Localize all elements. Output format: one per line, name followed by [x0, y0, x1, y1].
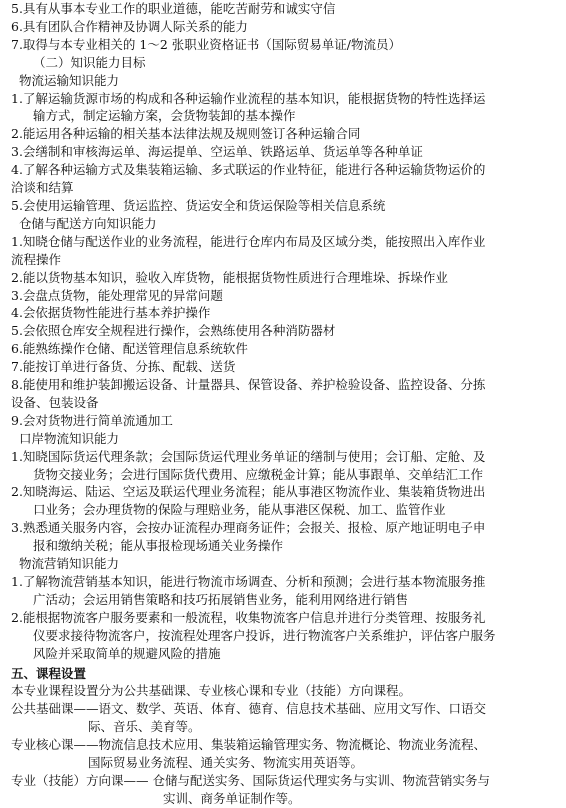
- text-line: 货物交接业务；会进行国际货代费用、应缴税金计算；能从事跟单、交单结汇工作: [33, 466, 484, 482]
- text-line: 5.会依照仓库安全规程进行操作，会熟练使用各种消防器材: [11, 323, 336, 339]
- subsection-heading: 物流营销知识能力: [19, 556, 120, 572]
- text-line: 3.会缮制和审核海运单、海运提单、空运单、铁路运单、货运单等各种单证: [11, 144, 423, 160]
- text-line: 6.具有团队合作精神及协调人际关系的能力: [11, 18, 248, 34]
- text-line: 本专业课程设置分为公共基础课、专业核心课和专业（技能）方向课程。: [11, 683, 412, 699]
- text-line: 2.能以货物基本知识，验收入库货物，能根据货物性质进行合理堆垛、拆垛作业: [11, 269, 448, 285]
- text-line: 4.会依据货物性能进行基本养护操作: [11, 305, 211, 321]
- text-line: 设备、包装设备: [11, 394, 99, 410]
- text-line: 5.具有从事本专业工作的职业道德，能吃苦耐劳和诚实守信: [11, 1, 336, 16]
- text-line: 仪要求接待物流客户，按流程处理客户投诉，进行物流客户关系维护，评估客户服务: [33, 627, 496, 643]
- section-heading: 五、课程设置: [11, 665, 87, 681]
- text-line: 1.知晓仓储与配送作业的业务流程，能进行仓库内布局及区域分类，能按照出入库作业: [11, 233, 486, 249]
- text-line: （二）知识能力目标: [33, 54, 146, 70]
- subsection-heading: 物流运输知识能力: [19, 72, 120, 88]
- text-line: 4.了解各种运输方式及集装箱运输、多式联运的作业特征，能进行各种运输货物运价的: [11, 162, 486, 178]
- text-line: 洽谈和结算: [11, 180, 74, 196]
- text-line: 5.会使用运输管理、货运监控、货运安全和货运保险等相关信息系统: [11, 197, 386, 213]
- text-line: 广活动；会运用销售策略和技巧拓展销售业务，能利用网络进行销售: [33, 591, 409, 607]
- text-line: 2.能运用各种运输的相关基本法律法规及规则签订各种运输合同: [11, 126, 361, 142]
- text-line: 2.能根据物流客户服务要素和一般流程，收集物流客户信息并进行分类管理、按服务礼: [11, 609, 486, 625]
- text-line: 实训、商务单证制作等。: [163, 790, 301, 806]
- text-line: 6.能熟练操作仓储、配送管理信息系统软件: [11, 341, 248, 357]
- text-line: 1.了解运输货源市场的构成和各种运输作业流程的基本知识，能根据货物的特性选择运: [11, 90, 486, 106]
- text-line: 7.取得与本专业相关的 1～2 张职业资格证书（国际贸易单证/物流员）: [11, 36, 401, 52]
- text-line: 公共基础课——语文、数学、英语、体育、德育、信息技术基础、应用文写作、口语交: [11, 701, 487, 717]
- text-line: 际、音乐、美育等。: [88, 719, 201, 735]
- text-line: 7.能按订单进行备货、分拣、配载、送货: [11, 359, 236, 375]
- text-line: 8.能使用和维护装卸搬运设备、计量器具、保管设备、养护检验设备、监控设备、分拣: [11, 377, 486, 393]
- text-line: 3.熟悉通关服务内容，会按办证流程办理商务证件；会报关、报检、原产地证明电子申: [11, 520, 486, 536]
- text-line: 输方式，制定运输方案，会货物装卸的基本操作: [33, 108, 296, 124]
- text-line: 9.会对货物进行简单流通加工: [11, 412, 173, 428]
- text-line: 3.会盘点货物，能处理常见的异常问题: [11, 287, 223, 303]
- text-line: 流程操作: [11, 251, 62, 267]
- text-line: 口业务；会办理货物的保险与理赔业务，能从事港区保税、加工、监管作业: [33, 502, 446, 518]
- text-line: 风险并采取简单的规避风险的措施: [33, 645, 221, 661]
- text-line: 专业（技能）方向课—— 仓储与配送实务、国际货运代理实务与实训、物流营销实务与: [11, 772, 490, 788]
- text-line: 报和缴纳关税；能从事报检现场通关业务操作: [33, 538, 284, 554]
- text-line: 专业核心课——物流信息技术应用、集装箱运输管理实务、物流概论、物流业务流程、: [11, 737, 487, 753]
- text-line: 1.了解物流营销基本知识，能进行物流市场调查、分析和预测；会进行基本物流服务推: [11, 574, 486, 589]
- text-line: 国际贸易业务流程、通关实务、物流实用英语等。: [88, 755, 364, 771]
- subsection-heading: 口岸物流知识能力: [19, 430, 120, 446]
- text-line: 2.知晓海运、陆运、空运及联运代理业务流程；能从事港区物流作业、集装箱货物进出: [11, 484, 486, 500]
- subsection-heading: 仓储与配送方向知识能力: [19, 215, 157, 231]
- text-line: 1.知晓国际货运代理条款；会国际货运代理业务单证的缮制与使用；会订船、定舱、及: [11, 448, 486, 464]
